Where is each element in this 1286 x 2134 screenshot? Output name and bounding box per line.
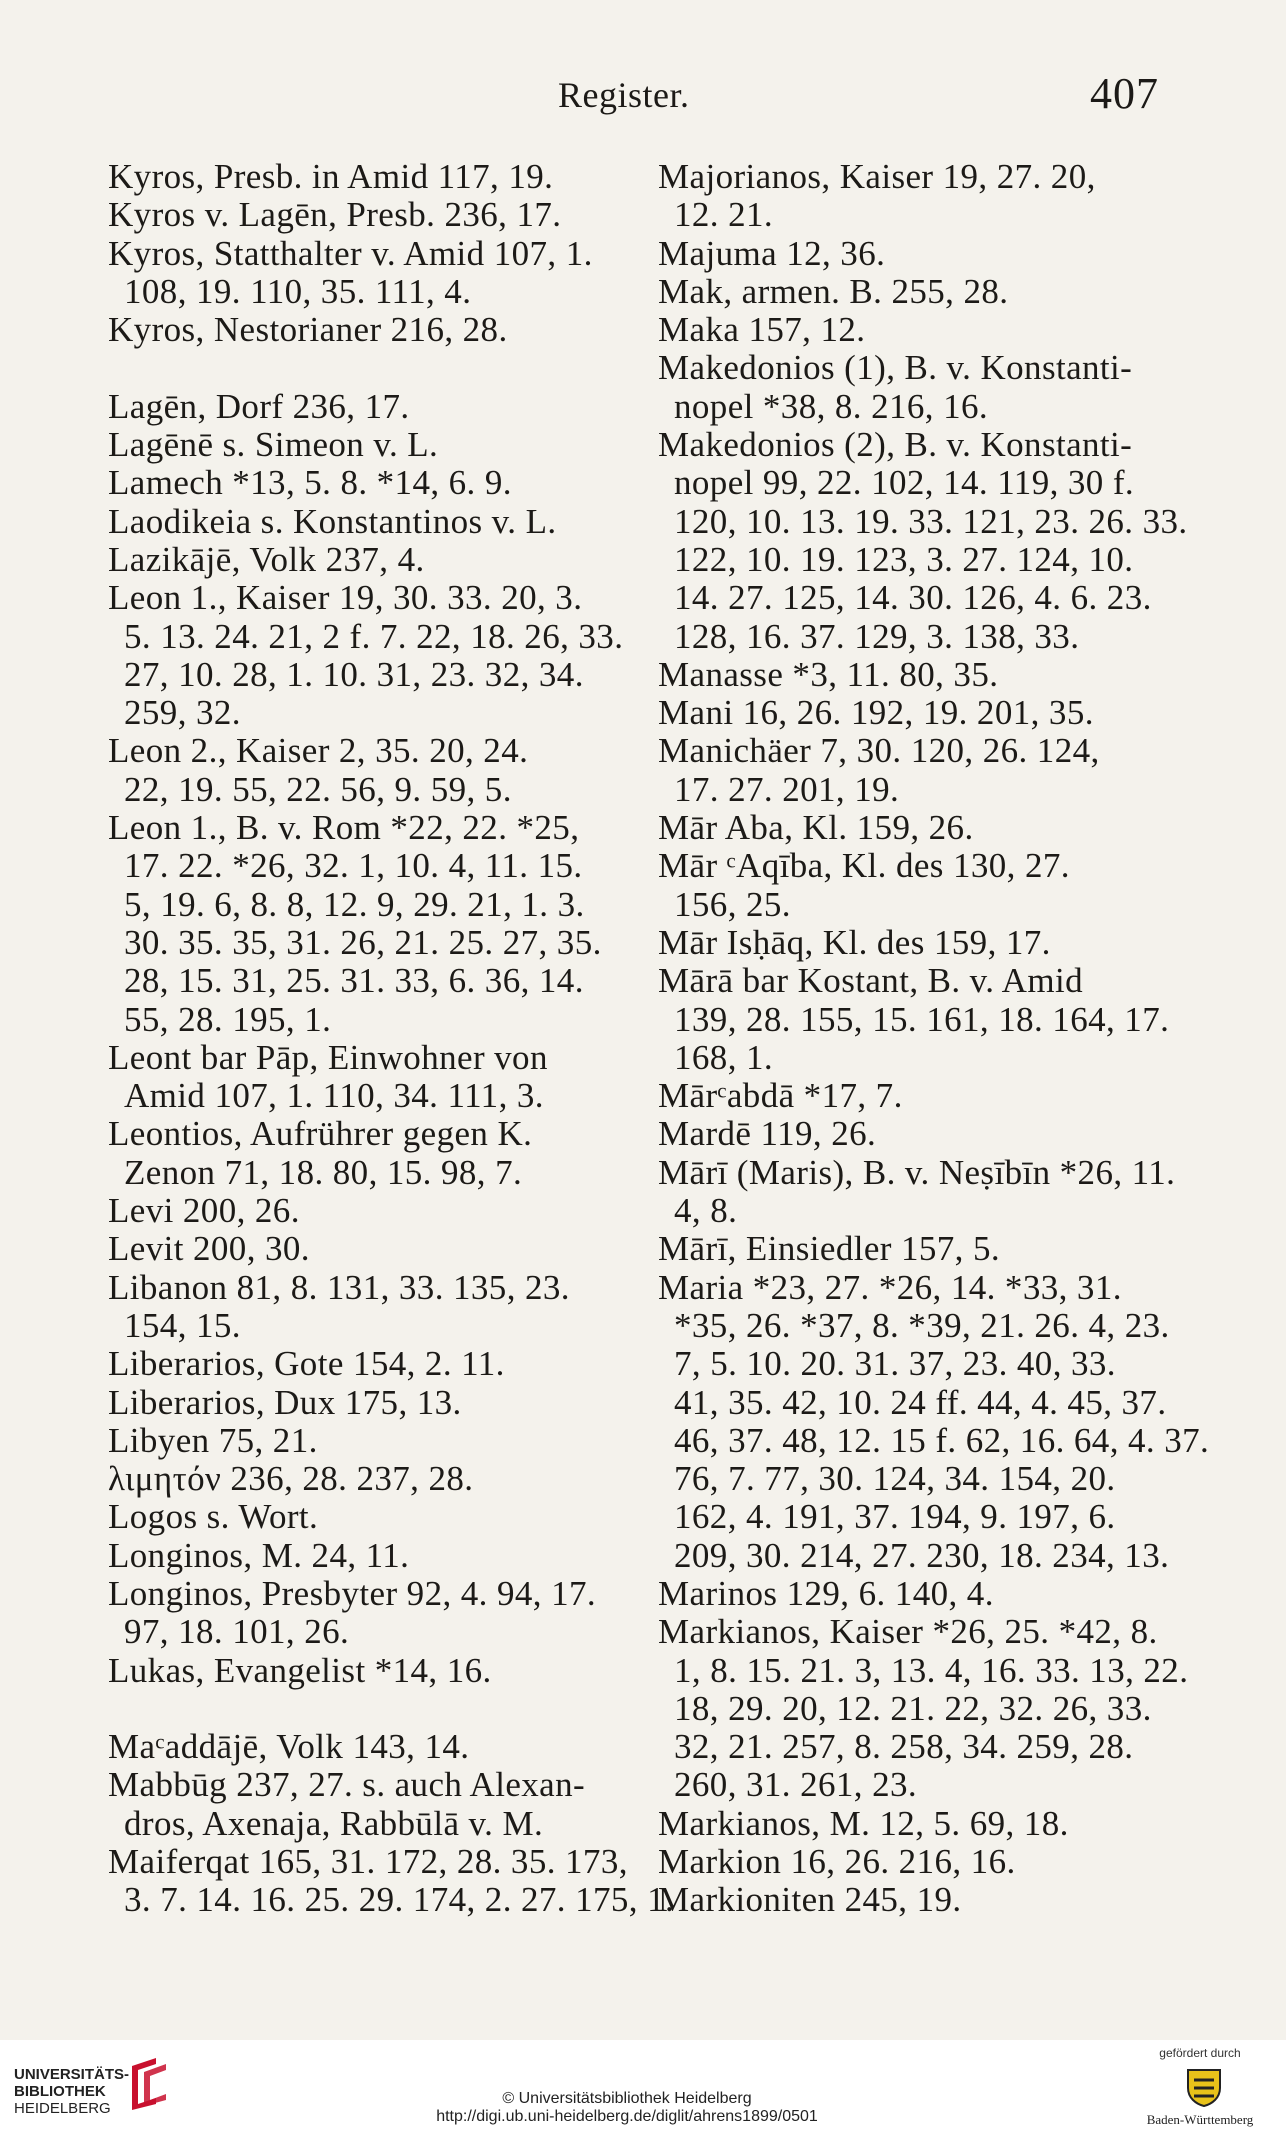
index-entry-continuation: 5. 13. 24. 21, 2 f. 7. 22, 18. 26, 33. xyxy=(124,616,624,656)
index-entry: Marinos 129, 6. 140, 4. xyxy=(658,1573,994,1613)
blank-line xyxy=(108,1690,648,1728)
index-entry-continuation: dros, Axenaja, Rabbūlā v. M. xyxy=(124,1803,544,1843)
index-column-left xyxy=(108,157,675,1920)
index-entry: Lamech *13, 5. 8. *14, 6. 9. xyxy=(108,463,512,503)
index-entry-continuation: nopel *38, 8. 216, 16. xyxy=(674,386,989,426)
index-entry-continuation: 156, 25. xyxy=(674,884,791,924)
page-header xyxy=(0,62,1286,122)
state-name: Baden-Württemberg xyxy=(1146,2112,1254,2127)
index-entry-continuation: 139, 28. 155, 15. 161, 18. 164, 17. xyxy=(674,999,1170,1039)
index-entry: Leont bar Pāp, Einwohner von xyxy=(108,1037,548,1077)
index-entry: Markioniten 245, 19. xyxy=(658,1880,962,1920)
index-entry: Levit 200, 30. xyxy=(108,1229,310,1269)
index-entry: Maka 157, 12. xyxy=(658,310,866,350)
index-entry: Mār ᶜAqība, Kl. des 130, 27. xyxy=(658,846,1070,886)
library-name-line1: UNIVERSITÄTS- xyxy=(14,2066,130,2083)
index-entry: Leon 1., B. v. Rom *22, 22. *25, xyxy=(108,808,580,848)
index-entry-continuation: 168, 1. xyxy=(674,1037,774,1077)
index-entry-continuation: 259, 32. xyxy=(124,693,241,733)
index-entry-continuation: 1, 8. 15. 21. 3, 13. 4, 16. 33. 13, 22. xyxy=(674,1650,1189,1690)
index-entry-continuation: nopel 99, 22. 102, 14. 119, 30 f. xyxy=(674,463,1135,503)
index-entry: Kyros v. Lagēn, Presb. 236, 17. xyxy=(108,195,562,235)
library-name-line3: HEIDELBERG xyxy=(14,2100,111,2117)
index-entry: Markion 16, 26. 216, 16. xyxy=(658,1842,1016,1882)
index-entry: Libanon 81, 8. 131, 33. 135, 23. xyxy=(108,1267,570,1307)
index-entry-continuation: 27, 10. 28, 1. 10. 31, 23. 32, 34. xyxy=(124,654,584,694)
index-entry: Lagēn, Dorf 236, 17. xyxy=(108,386,410,426)
index-entry-continuation: 128, 16. 37. 129, 3. 138, 33. xyxy=(674,616,1080,656)
index-entry-continuation: 46, 37. 48, 12. 15 f. 62, 16. 64, 4. 37. xyxy=(674,1420,1210,1460)
index-entry: Liberarios, Dux 175, 13. xyxy=(108,1382,462,1422)
index-entry: Laodikeia s. Konstantinos v. L. xyxy=(108,501,557,541)
funded-by-label: gefördert durch xyxy=(1159,2046,1241,2060)
index-entry: Logos s. Wort. xyxy=(108,1497,319,1537)
index-entry: Leon 1., Kaiser 19, 30. 33. 20, 3. xyxy=(108,578,583,618)
index-entry: Mabbūg 237, 27. s. auch Alexan- xyxy=(108,1765,586,1805)
index-entry: Manasse *3, 11. 80, 35. xyxy=(658,654,999,694)
index-column-right xyxy=(658,158,1218,1920)
blank-line xyxy=(108,349,648,387)
index-entry-continuation: 17. 22. *26, 32. 1, 10. 4, 11. 15. xyxy=(124,846,583,886)
index-entry-continuation: 154, 15. xyxy=(124,1305,241,1345)
index-entry-continuation: 3. 7. 14. 16. 25. 29. 174, 2. 27. 175, 1. xyxy=(124,1880,675,1920)
index-entry-continuation: 260, 31. 261, 23. xyxy=(674,1765,918,1805)
index-entry: Mani 16, 26. 192, 19. 201, 35. xyxy=(658,693,1094,733)
index-entry: Mārī (Maris), B. v. Neṣībīn *26, 11. xyxy=(658,1152,1176,1192)
index-entry-continuation: 4, 8. xyxy=(674,1191,738,1231)
index-entry-continuation: 17. 27. 201, 19. xyxy=(674,769,900,809)
index-entry: Mārᶜabdā *17, 7. xyxy=(658,1076,903,1116)
index-entry: Makedonios (2), B. v. Konstanti- xyxy=(658,425,1133,465)
index-entry: Kyros, Nestorianer 216, 28. xyxy=(108,310,508,350)
library-name-line2: BIBLIOTHEK xyxy=(14,2083,106,2100)
index-entry-continuation: 122, 10. 19. 123, 3. 27. 124, 10. xyxy=(674,539,1134,579)
index-entry: Kyros, Presb. in Amid 117, 19. xyxy=(108,157,554,196)
index-entry-continuation: 7, 5. 10. 20. 31. 37, 23. 40, 33. xyxy=(674,1344,1116,1384)
index-entry: λιμητόν 236, 28. 237, 28. xyxy=(108,1459,474,1499)
index-entry: Mār Aba, Kl. 159, 26. xyxy=(658,808,974,848)
index-entry-continuation: 76, 7. 77, 30. 124, 34. 154, 20. xyxy=(674,1459,1116,1499)
index-entry: Markianos, Kaiser *26, 25. *42, 8. xyxy=(658,1612,1158,1652)
index-entry: Leontios, Aufrührer gegen K. xyxy=(108,1114,533,1154)
running-title: Register. xyxy=(558,75,690,115)
index-entry: Majuma 12, 36. xyxy=(658,233,886,273)
index-entry-continuation: 162, 4. 191, 37. 194, 9. 197, 6. xyxy=(674,1497,1116,1537)
index-entry-continuation: 12. 21. xyxy=(674,195,774,235)
index-entry-continuation: 120, 10. 13. 19. 33. 121, 23. 26. 33. xyxy=(674,501,1188,541)
index-entry-continuation: 32, 21. 257, 8. 258, 34. 259, 28. xyxy=(674,1727,1134,1767)
page-number: 407 xyxy=(1090,69,1159,118)
index-entry-continuation: *35, 26. *37, 8. *39, 21. 26. 4, 23. xyxy=(674,1305,1170,1345)
index-entry: Makedonios (1), B. v. Konstanti- xyxy=(658,348,1133,388)
index-entry-continuation: 5, 19. 6, 8. 8, 12. 9, 29. 21, 1. 3. xyxy=(124,884,585,924)
index-entry: Kyros, Statthalter v. Amid 107, 1. xyxy=(108,233,593,273)
viewer-footer xyxy=(0,2040,1286,2134)
index-entry: Lagēnē s. Simeon v. L. xyxy=(108,425,439,465)
index-entry: Libyen 75, 21. xyxy=(108,1420,318,1460)
index-entry: Mardē 119, 26. xyxy=(658,1114,877,1154)
index-entry: Longinos, Presbyter 92, 4. 94, 17. xyxy=(108,1573,597,1613)
copyright-block xyxy=(0,2090,1286,2126)
index-entry: Lukas, Evangelist *14, 16. xyxy=(108,1650,492,1690)
index-entry: Maiferqat 165, 31. 172, 28. 35. 173, xyxy=(108,1842,628,1882)
index-entry: Majorianos, Kaiser 19, 27. 20, xyxy=(658,157,1096,196)
index-entry-continuation: 108, 19. 110, 35. 111, 4. xyxy=(124,271,472,311)
index-entry: Mārī, Einsiedler 157, 5. xyxy=(658,1229,1001,1269)
index-entry: Mārā bar Kostant, B. v. Amid xyxy=(658,961,1083,1001)
index-entry-continuation: 22, 19. 55, 22. 56, 9. 59, 5. xyxy=(124,769,512,809)
index-entry-continuation: 30. 35. 35, 31. 26, 21. 25. 27, 35. xyxy=(124,922,602,962)
index-entry: Leon 2., Kaiser 2, 35. 20, 24. xyxy=(108,731,529,771)
index-entry: Markianos, M. 12, 5. 69, 18. xyxy=(658,1803,1069,1843)
index-entry-continuation: 209, 30. 214, 27. 230, 18. 234, 13. xyxy=(674,1535,1170,1575)
index-entry-continuation: 14. 27. 125, 14. 30. 126, 4. 6. 23. xyxy=(674,578,1152,618)
index-entry: Mak, armen. B. 255, 28. xyxy=(658,271,1009,311)
state-coat-of-arms-icon xyxy=(1180,2066,1228,2108)
index-entry: Maᶜaddājē, Volk 143, 14. xyxy=(108,1727,470,1767)
index-entry: Levi 200, 26. xyxy=(108,1191,300,1231)
index-entry-continuation: 97, 18. 101, 26. xyxy=(124,1612,350,1652)
index-entry: Mār Isḥāq, Kl. des 159, 17. xyxy=(658,922,1051,962)
index-entry: Lazikājē, Volk 237, 4. xyxy=(108,539,425,579)
index-entry: Manichäer 7, 30. 120, 26. 124, xyxy=(658,731,1100,771)
index-entry-continuation: 41, 35. 42, 10. 24 ff. 44, 4. 45, 37. xyxy=(674,1382,1167,1422)
index-entry: Liberarios, Gote 154, 2. 11. xyxy=(108,1344,505,1384)
index-entry-continuation: 18, 29. 20, 12. 21. 22, 32. 26, 33. xyxy=(674,1688,1152,1728)
copyright-text: © Universitätsbibliothek Heidelberg xyxy=(502,2090,752,2107)
index-entry: Longinos, M. 24, 11. xyxy=(108,1535,410,1575)
permalink-url[interactable]: http://digi.ub.uni-heidelberg.de/diglit/ahrens1899/0501 xyxy=(436,2108,818,2125)
index-entry-continuation: 55, 28. 195, 1. xyxy=(124,999,332,1039)
index-entry-continuation: Zenon 71, 18. 80, 15. 98, 7. xyxy=(124,1152,523,1192)
index-entry-continuation: 28, 15. 31, 25. 31. 33, 6. 36, 14. xyxy=(124,961,584,1001)
index-entry: Maria *23, 27. *26, 14. *33, 31. xyxy=(658,1267,1122,1307)
index-entry-continuation: Amid 107, 1. 110, 34. 111, 3. xyxy=(124,1076,544,1116)
